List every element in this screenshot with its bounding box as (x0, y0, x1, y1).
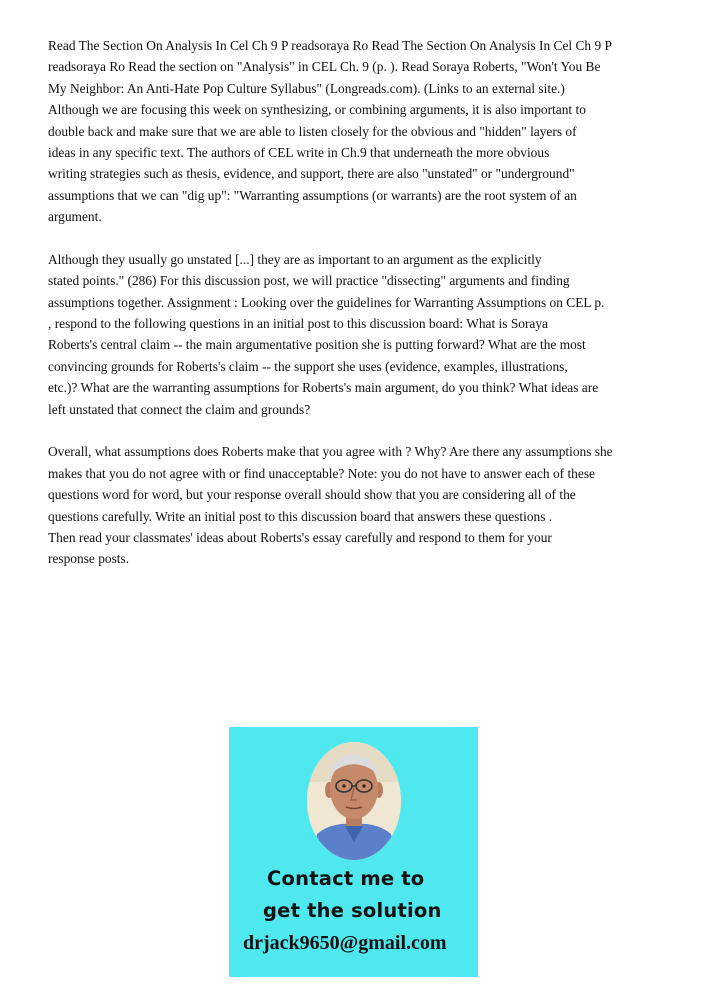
text-line: argument. (48, 209, 102, 225)
text-line: writing strategies such as thesis, evidence, and support, there are also "unstated" or "underground" (48, 166, 575, 182)
text-line: Although we are focusing this week on synthesizing, or combining arguments, it is also important to (48, 102, 586, 118)
document-body (48, 35, 668, 591)
text-line: Although they usually go unstated [...] they are as important to an argument as the explicitly (48, 251, 542, 267)
text-line: Read The Section On Analysis In Cel Ch 9 P readsoraya Ro Read The Section On Analysis In Cel Ch 9 P (48, 38, 612, 53)
contact-ad-banner[interactable] (229, 727, 478, 977)
text-line: ideas in any specific text. The authors of CEL write in Ch.9 that underneath the more obvious (48, 144, 550, 160)
paragraph-1 (48, 35, 668, 228)
text-line: assumptions that we can "dig up": "Warranting assumptions (or warrants) are the root system of an (48, 187, 577, 203)
avatar (307, 742, 401, 860)
text-line: My Neighbor: An Anti-Hate Pop Culture Syllabus" (Longreads.com). (Links to an external site.) (48, 80, 565, 96)
text-line: stated points." (286) For this discussion post, we will practice "dissecting" arguments and finding (48, 273, 570, 289)
paragraph-2 (48, 249, 668, 420)
text-line: questions word for word, but your response overall should show that you are considering all of the (48, 487, 576, 503)
text-line: left unstated that connect the claim and grounds? (48, 401, 311, 417)
text-line: assumptions together. Assignment : Looking over the guidelines for Warranting Assumptions on CEL p. (48, 294, 605, 310)
text-line: makes that you do not agree with or find unacceptable? Note: you do not have to answer each of these (48, 465, 595, 481)
text-line: double back and make sure that we are able to listen closely for the obvious and "hidden" layers of (48, 123, 577, 139)
contact-email[interactable]: drjack9650@gmail.com (243, 932, 447, 954)
contact-heading-line-1: Contact me to (267, 867, 425, 890)
text-line: Roberts's central claim -- the main argumentative position she is putting forward? What are the most (48, 337, 586, 353)
text-line: questions carefully. Write an initial post to this discussion board that answers these questions . (48, 508, 553, 524)
text-line: response posts. (48, 551, 130, 567)
text-line: etc.)? What are the warranting assumptions for Roberts's main argument, do you think? What ideas are (48, 380, 599, 396)
text-line: , respond to the following questions in an initial post to this discussion board: What is Soraya (48, 316, 548, 332)
text-line: Then read your classmates' ideas about Roberts's essay carefully and respond to them for your (48, 529, 552, 545)
text-line: convincing grounds for Roberts's claim -- the support she uses (evidence, examples, illustrations, (48, 358, 568, 374)
paragraph-3 (48, 441, 668, 569)
text-line: Overall, what assumptions does Roberts make that you agree with ? Why? Are there any assumptions she (48, 444, 613, 460)
contact-heading-line-2: get the solution (263, 899, 442, 922)
portrait-illustration (307, 742, 401, 860)
text-line: readsoraya Ro Read the section on "Analysis" in CEL Ch. 9 (p. ). Read Soraya Roberts, "Won't You Be (48, 59, 601, 75)
